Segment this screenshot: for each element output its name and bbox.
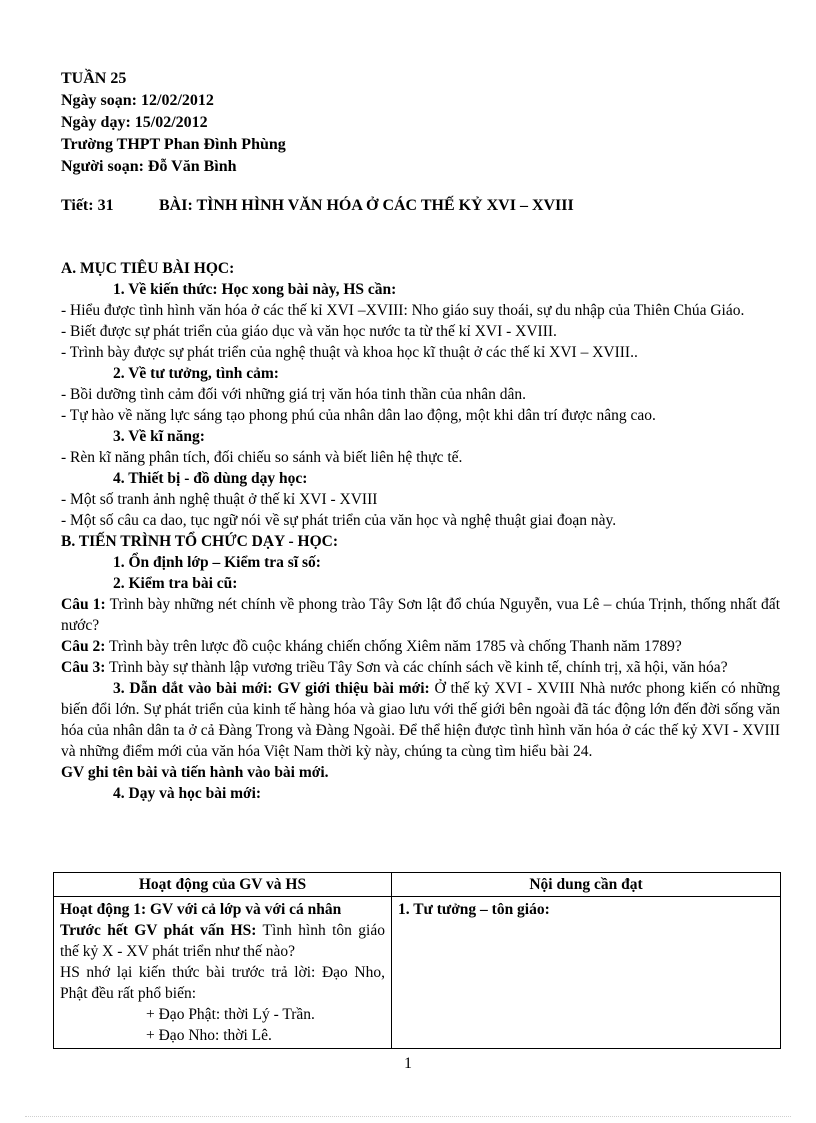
activity-point-1: + Đạo Phật: thời Lý - Trần. (146, 1006, 315, 1023)
attitude-item-1: - Bồi dưỡng tình cảm đối với những giá trị văn hóa tinh thần của nhân dân. (61, 386, 526, 403)
equipment-heading: 4. Thiết bị - đồ dùng dạy học: (113, 470, 308, 487)
lesson-title-line (61, 197, 574, 215)
activity-question-label: Trước hết GV phát vấn HS: (60, 922, 257, 939)
knowledge-heading: 1. Về kiến thức: Học xong bài này, HS cần: (113, 281, 397, 298)
question-3 (61, 657, 780, 678)
prep-date: Ngày soạn: 12/02/2012 (61, 92, 214, 109)
question-2 (61, 636, 780, 657)
step-3-text: Ở thế kỷ XVI - XVIII Nhà nước phong kiến có những biến đổi lớn. Sự phát triển của kinh tế hàng hóa và giao lưu với thế giới bên ngoài đã tác động lớn đến đời sống văn hóa của nhân dân ta ở cả Đàng Trong và Đàng Ngoài. Để thể hiện được tình hình văn hóa ở các thế kỷ XVI - XVIII và những điểm mới của văn hóa Việt Nam thời kỳ này, chúng ta cùng tìm hiểu bài 24. (61, 680, 780, 760)
content-heading: 1. Tư tưởng – tôn giáo: (398, 901, 550, 918)
period-label: Tiết: 31 (61, 197, 114, 214)
activity-question-text: Tình hình tôn giáo thế kỷ X - XV phát triển như thế nào? (60, 922, 385, 960)
table-row (54, 897, 781, 1049)
gv-note: GV ghi tên bài và tiến hành vào bài mới. (61, 764, 329, 781)
section-a-heading: A. MỤC TIÊU BÀI HỌC: (61, 260, 235, 277)
lesson-table (53, 872, 781, 1049)
page-number: 1 (404, 1055, 412, 1072)
question-3-label: Câu 3: (61, 659, 106, 676)
activity-answer: HS nhớ lại kiến thức bài trước trả lời: Đạo Nho, Phật đều rất phổ biến: (60, 964, 385, 1002)
knowledge-item-1: - Hiểu được tình hình văn hóa ở các thế kỉ XVI –XVIII: Nho giáo suy thoái, sự du nhập của Thiên Chúa Giáo. (61, 302, 745, 319)
section-b-heading: B. TIẾN TRÌNH TỔ CHỨC DẠY - HỌC: (61, 533, 339, 550)
equipment-item-1: - Một số tranh ảnh nghệ thuật ở thế kỉ XVI - XVIII (61, 491, 378, 508)
knowledge-item-3: - Trình bày được sự phát triển của nghệ thuật và khoa học kĩ thuật ở các thế kỉ XVI – XVIII.. (61, 344, 638, 361)
attitude-item-2: - Tự hào về năng lực sáng tạo phong phú của nhân dân lao động, một khi dân trí được nâng cao. (61, 407, 656, 424)
question-3-text: Trình bày sự thành lập vương triều Tây Sơn và các chính sách về kinh tế, chính trị, xã hội, văn hóa? (105, 659, 728, 676)
activity-cell (54, 897, 392, 1049)
skill-heading: 3. Về kĩ năng: (113, 428, 205, 445)
question-2-label: Câu 2: (61, 638, 106, 655)
author-name: Người soạn: Đỗ Văn Bình (61, 158, 237, 175)
equipment-item-2: - Một số câu ca dao, tục ngữ nói về sự phát triển của văn học và nghệ thuật giai đoạn này. (61, 512, 617, 529)
table-header-row (54, 873, 781, 897)
col-activity-header: Hoạt động của GV và HS (54, 873, 392, 897)
step-3-label: 3. Dẫn dắt vào bài mới: GV giới thiệu bài mới: (113, 680, 430, 697)
knowledge-item-2: - Biết được sự phát triển của giáo dục và văn học nước ta từ thế kỉ XVI - XVIII. (61, 323, 557, 340)
page-bottom-divider (25, 1116, 791, 1117)
teach-date: Ngày dạy: 15/02/2012 (61, 114, 208, 131)
skill-item-1: - Rèn kĩ năng phân tích, đối chiếu so sánh và biết liên hệ thực tế. (61, 449, 463, 466)
step-3 (61, 678, 780, 762)
lesson-body (61, 258, 780, 804)
question-1 (61, 594, 780, 636)
step-2: 2. Kiểm tra bài cũ: (113, 575, 238, 592)
activity-title: Hoạt động 1: GV với cả lớp và với cá nhân (60, 901, 342, 918)
activity-question (60, 920, 385, 962)
question-1-label: Câu 1: (61, 596, 106, 613)
school-name: Trường THPT Phan Đình Phùng (61, 136, 286, 153)
step-1: 1. Ổn định lớp – Kiểm tra sĩ số: (113, 554, 321, 571)
week-label: TUẦN 25 (61, 70, 127, 87)
document-header (61, 68, 286, 178)
content-cell (392, 897, 781, 1049)
activity-point-2: + Đạo Nho: thời Lê. (146, 1027, 272, 1044)
question-1-text: Trình bày những nét chính về phong trào Tây Sơn lật đổ chúa Nguyễn, vua Lê – chúa Trịnh, thống nhất đất nước? (61, 596, 780, 634)
step-4: 4. Dạy và học bài mới: (113, 785, 262, 802)
question-2-text: Trình bày trên lược đồ cuộc kháng chiến chống Xiêm năm 1785 và chống Thanh năm 1789? (105, 638, 682, 655)
attitude-heading: 2. Về tư tưởng, tình cảm: (113, 365, 279, 382)
col-content-header: Nội dung cần đạt (392, 873, 781, 897)
lesson-title: BÀI: TÌNH HÌNH VĂN HÓA Ở CÁC THẾ KỶ XVI – XVIII (159, 197, 574, 214)
